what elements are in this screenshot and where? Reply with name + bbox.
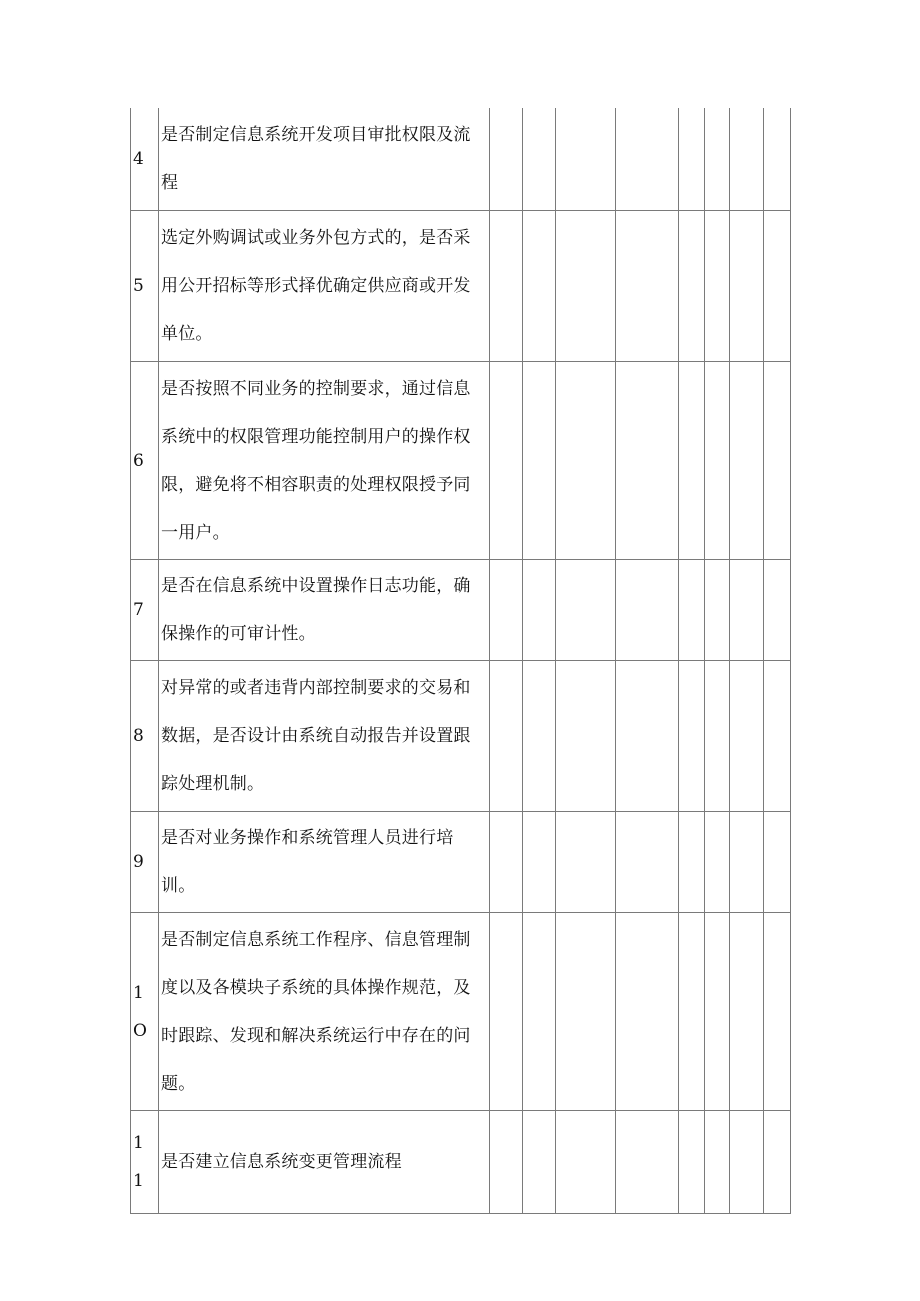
check-cell[interactable] bbox=[490, 108, 523, 211]
check-cell[interactable] bbox=[616, 1111, 679, 1214]
check-cell[interactable] bbox=[556, 913, 616, 1111]
check-cell[interactable] bbox=[490, 560, 523, 661]
check-cell[interactable] bbox=[616, 913, 679, 1111]
check-cell[interactable] bbox=[679, 812, 705, 913]
check-cell[interactable] bbox=[556, 108, 616, 211]
check-cell[interactable] bbox=[556, 362, 616, 560]
check-cell[interactable] bbox=[556, 661, 616, 812]
check-cell[interactable] bbox=[764, 362, 791, 560]
check-cell[interactable] bbox=[764, 560, 791, 661]
check-cell[interactable] bbox=[730, 211, 764, 362]
check-cell[interactable] bbox=[556, 211, 616, 362]
check-cell[interactable] bbox=[730, 108, 764, 211]
check-item-text: 是否按照不同业务的控制要求，通过信息系统中的权限管理功能控制用户的操作权限，避免将不相容职责的处理权限授予同一用户。 bbox=[159, 362, 490, 560]
table-row bbox=[131, 661, 791, 812]
check-cell[interactable] bbox=[730, 560, 764, 661]
check-cell[interactable] bbox=[730, 661, 764, 812]
check-cell[interactable] bbox=[764, 211, 791, 362]
check-item-text: 是否建立信息系统变更管理流程 bbox=[159, 1111, 490, 1214]
check-cell[interactable] bbox=[764, 1111, 791, 1214]
check-cell[interactable] bbox=[730, 913, 764, 1111]
row-number: 6 bbox=[131, 362, 159, 560]
check-cell[interactable] bbox=[616, 108, 679, 211]
table-row bbox=[131, 812, 791, 913]
check-cell[interactable] bbox=[679, 1111, 705, 1214]
check-item-text: 对异常的或者违背内部控制要求的交易和数据，是否设计由系统自动报告并设置跟踪处理机制。 bbox=[159, 661, 490, 812]
check-cell[interactable] bbox=[679, 362, 705, 560]
table-row bbox=[131, 1111, 791, 1214]
check-cell[interactable] bbox=[705, 1111, 730, 1214]
check-cell[interactable] bbox=[523, 108, 556, 211]
table-row bbox=[131, 211, 791, 362]
check-cell[interactable] bbox=[705, 560, 730, 661]
row-number: 4 bbox=[131, 108, 159, 211]
check-cell[interactable] bbox=[556, 812, 616, 913]
check-cell[interactable] bbox=[730, 1111, 764, 1214]
check-cell[interactable] bbox=[490, 913, 523, 1111]
check-cell[interactable] bbox=[490, 812, 523, 913]
check-cell[interactable] bbox=[523, 812, 556, 913]
row-number: 9 bbox=[131, 812, 159, 913]
check-cell[interactable] bbox=[616, 812, 679, 913]
check-cell[interactable] bbox=[705, 661, 730, 812]
check-cell[interactable] bbox=[490, 362, 523, 560]
check-item-text: 选定外购调试或业务外包方式的，是否采用公开招标等形式择优确定供应商或开发单位。 bbox=[159, 211, 490, 362]
check-cell[interactable] bbox=[764, 661, 791, 812]
check-item-text: 是否对业务操作和系统管理人员进行培训。 bbox=[159, 812, 490, 913]
check-cell[interactable] bbox=[523, 1111, 556, 1214]
check-cell[interactable] bbox=[616, 362, 679, 560]
check-cell[interactable] bbox=[523, 211, 556, 362]
check-cell[interactable] bbox=[616, 211, 679, 362]
check-cell[interactable] bbox=[556, 1111, 616, 1214]
check-cell[interactable] bbox=[556, 560, 616, 661]
check-cell[interactable] bbox=[730, 362, 764, 560]
row-number: 5 bbox=[131, 211, 159, 362]
check-cell[interactable] bbox=[705, 913, 730, 1111]
check-cell[interactable] bbox=[705, 812, 730, 913]
check-cell[interactable] bbox=[523, 560, 556, 661]
row-number: 1 O bbox=[131, 913, 159, 1111]
check-cell[interactable] bbox=[523, 661, 556, 812]
check-cell[interactable] bbox=[490, 211, 523, 362]
check-item-text: 是否在信息系统中设置操作日志功能，确保操作的可审计性。 bbox=[159, 560, 490, 661]
check-cell[interactable] bbox=[523, 362, 556, 560]
check-cell[interactable] bbox=[523, 913, 556, 1111]
table-row bbox=[131, 362, 791, 560]
check-item-text: 是否制定信息系统开发项目审批权限及流程 bbox=[159, 108, 490, 211]
check-cell[interactable] bbox=[679, 108, 705, 211]
check-cell[interactable] bbox=[490, 661, 523, 812]
check-cell[interactable] bbox=[705, 362, 730, 560]
check-cell[interactable] bbox=[616, 661, 679, 812]
table-row bbox=[131, 108, 791, 211]
check-cell[interactable] bbox=[679, 560, 705, 661]
row-number: 8 bbox=[131, 661, 159, 812]
check-cell[interactable] bbox=[764, 812, 791, 913]
checklist-table bbox=[130, 108, 791, 1214]
check-cell[interactable] bbox=[705, 108, 730, 211]
row-number: 7 bbox=[131, 560, 159, 661]
table-row bbox=[131, 913, 791, 1111]
check-cell[interactable] bbox=[679, 913, 705, 1111]
check-cell[interactable] bbox=[616, 560, 679, 661]
check-cell[interactable] bbox=[490, 1111, 523, 1214]
check-cell[interactable] bbox=[679, 211, 705, 362]
check-cell[interactable] bbox=[764, 913, 791, 1111]
check-cell[interactable] bbox=[764, 108, 791, 211]
table-row bbox=[131, 560, 791, 661]
check-item-text: 是否制定信息系统工作程序、信息管理制度以及各模块子系统的具体操作规范，及时跟踪、发现和解决系统运行中存在的问题。 bbox=[159, 913, 490, 1111]
check-cell[interactable] bbox=[705, 211, 730, 362]
check-cell[interactable] bbox=[730, 812, 764, 913]
check-cell[interactable] bbox=[679, 661, 705, 812]
row-number: 1 1 bbox=[131, 1111, 159, 1214]
